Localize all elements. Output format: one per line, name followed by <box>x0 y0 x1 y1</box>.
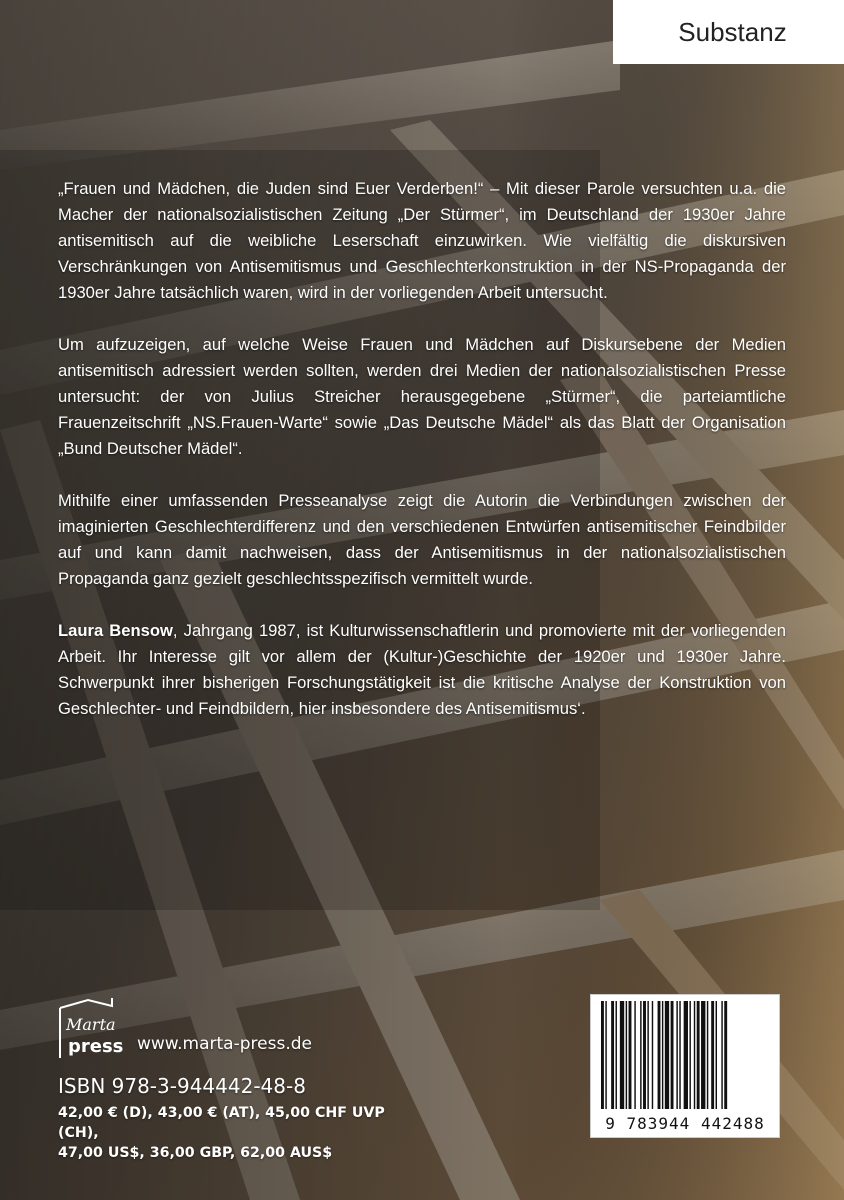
series-label: Substanz <box>613 0 844 64</box>
logo-text-marta: Marta <box>66 1015 116 1034</box>
back-cover-text <box>58 176 786 748</box>
blurb-paragraph-1: „Frauen und Mädchen, die Juden sind Euer Verderben!“ – Mit dieser Parole versuchten u.a. die Macher der nationalsozialistischen Zeitung „Der Stürmer“, im Deutschland der 1930er Jahre antisemitisch auf die weibliche Leserschaft einzuwirken. Wie vielfältig die diskursiven Verschränkungen von Antisemitismus und Geschlechterkonstruktion in der NS-Propaganda der 1930er Jahre tatsächlich waren, wird in der vorliegenden Arbeit untersucht. <box>58 179 786 302</box>
isbn: ISBN 978-3-944442-48-8 <box>58 1074 306 1098</box>
author-name: Laura Bensow <box>58 621 173 640</box>
author-bio <box>58 618 786 722</box>
barcode <box>590 994 780 1138</box>
author-bio-text: , Jahrgang 1987, ist Kulturwissenschaftlerin und promovierte mit der vorliegenden Arbeit. Ihr Interesse gilt vor allem der (Kultur-)Geschichte der 1920er und 1930er Jahre. Schwerpunkt ihrer bisherigen Forschungstätigkeit ist die kritische Analyse der Konstruktion von Geschlechter- und Feindbildern, hier insbesondere des Antisemitismus‘. <box>58 621 786 718</box>
barcode-bars <box>599 1001 773 1111</box>
logo-text-press: press <box>68 1036 124 1057</box>
publisher-url[interactable]: www.marta-press.de <box>137 1034 312 1054</box>
marta-press-logo <box>58 996 128 1060</box>
blurb-paragraph-3: Mithilfe einer umfassenden Presseanalyse zeigt die Autorin die Verbindungen zwischen der imaginierten Geschlechterdifferenz und den verschiedenen Entwürfen antisemitischer Feindbilder auf und kann damit nachweisen, dass der Antisemitismus in der nationalsozialistischen Propaganda ganz gezielt geschlechtsspezifisch vermittelt wurde. <box>58 491 786 588</box>
barcode-number: 9 783944 442488 <box>605 1114 765 1133</box>
blurb-paragraph-2: Um aufzuzeigen, auf welche Weise Frauen und Mädchen auf Diskursebene der Medien antisemitisch adressiert werden sollten, werden drei Medien der nationalsozialistischen Presse untersucht: der von Julius Streicher herausgegebene „Stürmer“, die parteiamtliche Frauenzeitschrift „NS.Frauen-Warte“ sowie „Das Deutsche Mädel“ als das Blatt der Organisation „Bund Deutscher Mädel“. <box>58 335 786 458</box>
prices: 42,00 € (D), 43,00 € (AT), 45,00 CHF UVP (CH), 47,00 US$, 36,00 GBP, 62,00 AUS$ <box>58 1105 385 1161</box>
